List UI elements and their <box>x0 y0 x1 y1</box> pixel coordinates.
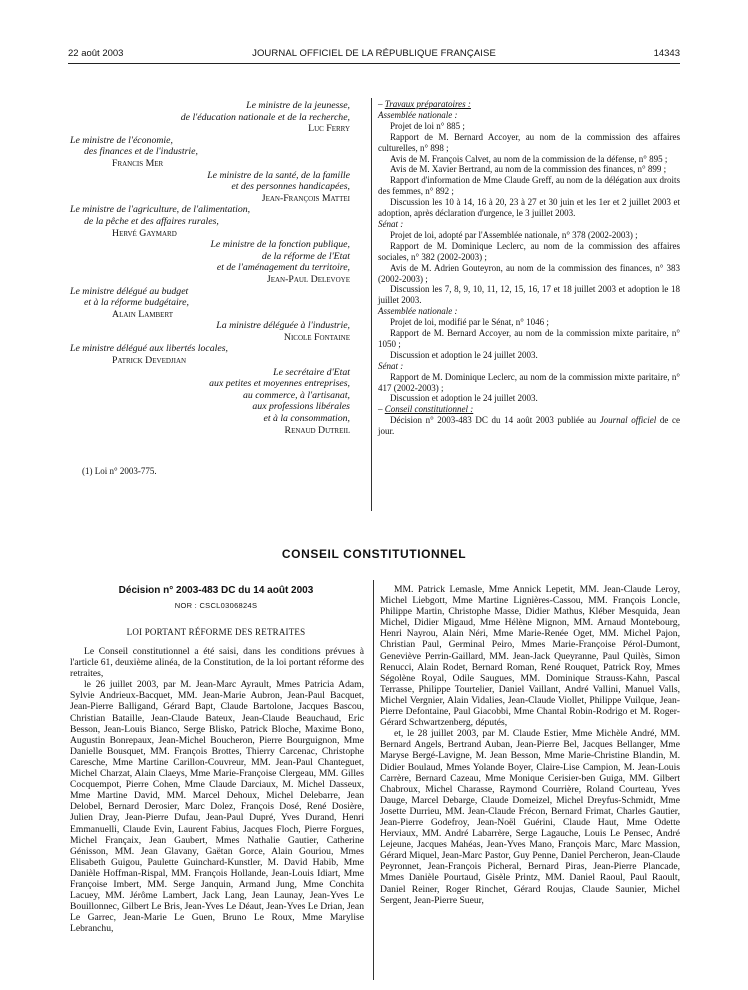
signatory-name: Jean-François Mattei <box>261 192 350 204</box>
body-paragraph: Le Conseil constitutionnel a été saisi, dans les conditions prévues à l'article 61, deuxième alinéa, de la Constitution, de la loi portant réforme des retraites, <box>70 646 364 680</box>
senat-label: Sénat : <box>378 218 404 229</box>
signature-block <box>70 239 364 285</box>
travaux-item: Rapport de M. Dominique Leclerc, au nom de la commission mixte paritaire, n° 417 (2002-2003) ; <box>378 371 680 393</box>
section-title: CONSEIL CONSTITUTIONNEL <box>281 547 467 561</box>
column-divider-bottom <box>373 580 374 980</box>
signature-title-line: de la réforme de l'Etat <box>261 250 350 262</box>
signatory-name: Renaud Dutreil <box>284 424 350 436</box>
loi-title: LOI PORTANT RÉFORME DES RETRAITES <box>126 627 306 637</box>
signature-title-line: Le ministre de l'économie, <box>70 134 173 146</box>
page-header <box>68 48 680 62</box>
signature-block <box>70 170 364 205</box>
decision-body-right <box>380 584 680 906</box>
an2-label: Assemblée nationale : <box>378 306 458 317</box>
travaux-item: Projet de loi n° 885 ; <box>390 120 465 131</box>
signature-title-line: aux professions libérales <box>252 401 350 413</box>
signatory-name: Patrick Devedjian <box>112 355 187 367</box>
travaux-item: Discussion et adoption le 24 juillet 2003. <box>390 393 538 404</box>
decision-title: Décision n° 2003-483 DC du 14 août 2003 <box>118 585 314 596</box>
travaux-item: Rapport de M. Bernard Accoyer, au nom de la commission mixte paritaire, n° 1050 ; <box>378 328 680 349</box>
travaux-item: Discussion les 7, 8, 9, 10, 11, 12, 15, 16, 17 et 18 juillet 2003 et adoption le 18 juillet 2003. <box>378 284 680 306</box>
signatory-name: Luc Ferry <box>308 123 350 135</box>
signature-title-line: Le ministre de la fonction publique, <box>210 239 350 251</box>
an-items <box>378 121 680 219</box>
signature-title-line: et de l'aménagement du territoire, <box>216 262 350 274</box>
signatory-name: Hervé Gaymard <box>112 227 177 239</box>
signature-block <box>70 367 364 437</box>
signature-block <box>70 286 364 321</box>
senat-items <box>378 230 680 306</box>
senat2-items <box>378 372 680 405</box>
signatory-name: Francis Mer <box>112 157 164 169</box>
body-paragraph: le 26 juillet 2003, par M. Jean-Marc Ayrault, Mmes Patricia Adam, Sylvie Andrieux-Bacquet, MM. Jean-Marie Aubron, Jean-Paul Bacquet, Jean-Pierre Balligand, Gérard Bapt, Claude Bartolone, Jacques Bascou, Christian Bataille, Jean-Claude Bateux, Jean-Claude Beauchaud, Eric Besson, Jean-Louis Bianco, Serge Blisko, Patrick Bloche, Maxime Bono, Augustin Bonrepaux, Jean-Michel Boucheron, Pierre Bourguignon, Mme Danielle Bousquet, MM. François Brottes, Thierry Carcenac, Christophe Caresche, Mme Martine Carillon-Couvreur, MM. Jean-Paul Chanteguet, Michel Charzat, Alain Claeys, Mme Marie-Françoise Clergeau, MM. Gilles Cocquempot, Pierre Cohen, Mme Claude Darciaux, M. Michel Dasseux, Mme Martine David, MM. Marcel Dehoux, Michel Delebarre, Jean Delobel, Bernard Derosier, Marc Dolez, François Dosé, René Dosière, Julien Dray, Jean-Pierre Dufau, Jean-Paul Dupré, Yves Durand, Henri Emmanuelli, Claude Evin, Laurent Fabius, Jacques Floch, Pierre Forgues, Michel Françaix, Jean Gaubert, Mmes Nathalie Gautier, Catherine Génisson, MM. Jean Glavany, Gaëtan Gorce, Alain Gouriou, Mmes Elisabeth Guigou, Paulette Guinchard-Kunstler, M. David Habib, Mme Danièle Hoffman-Rispal, MM. François Hollande, Jean-Louis Idiart, Mme Françoise Imbert, MM. Serge Janquin, Armand Jung, Mme Conchita Lacuey, MM. Jérôme Lambert, Jack Lang, Jean Launay, Jean-Yves Le Bouillonnec, Gilbert Le Bris, Jean-Yves Le Déaut, Jean-Yves Le Drian, Jean Le Garrec, Jean-Marie Le Guen, Bruno Le Roux, Mme Marylise Lebranchu, <box>70 679 364 935</box>
signature-block <box>70 204 364 239</box>
signature-title-line: de l'éducation nationale et de la recherche, <box>180 111 350 123</box>
signature-block <box>70 135 364 170</box>
signatures-block <box>70 100 364 478</box>
signature-title-line: Le ministre de l'agriculture, de l'alimentation, <box>70 204 251 216</box>
travaux-item: Rapport de M. Dominique Leclerc, au nom de la commission des affaires sociales, n° 382 (2002-2003) ; <box>378 240 680 262</box>
signature-title-line: des finances et de l'industrie, <box>84 146 198 158</box>
signature-block <box>70 320 364 343</box>
signature-title-line: et à la réforme budgétaire, <box>84 297 189 309</box>
signature-title-line: Le ministre de la santé, de la famille <box>207 169 350 181</box>
travaux-preparatoires <box>378 99 680 437</box>
travaux-item: Avis de M. Xavier Bertrand, au nom de la commission des finances, n° 899 ; <box>390 164 667 175</box>
travaux-item: Discussion et adoption le 24 juillet 2003. <box>390 349 538 360</box>
travaux-item: Avis de M. Adrien Gouteyron, au nom de la commission des finances, n° 383 (2002-2003) ; <box>378 262 680 284</box>
signature-title-line: Le ministre délégué aux libertés locales, <box>70 343 228 355</box>
travaux-item: Avis de M. François Calvet, au nom de la commission de la défense, n° 895 ; <box>390 153 668 164</box>
cc-text: Décision n° 2003-483 DC du 14 août 2003 publiée au Journal officiel de ce jour. <box>378 415 681 437</box>
signature-title-line: et des personnes handicapées, <box>231 181 350 193</box>
travaux-item: Projet de loi, modifié par le Sénat, n° 1046 ; <box>390 317 549 328</box>
cc-heading: – Conseil constitutionnel : <box>378 404 474 415</box>
signature-title-line: aux petites et moyennes entreprises, <box>209 378 350 390</box>
header-page-number: 14343 <box>653 48 680 59</box>
column-divider-top <box>371 98 372 511</box>
header-journal-title: JOURNAL OFFICIEL DE LA RÉPUBLIQUE FRANÇAISE <box>252 48 496 59</box>
footnote: (1) Loi n° 2003-775. <box>82 466 157 477</box>
an2-items <box>378 317 680 361</box>
signature-title-line: au commerce, à l'artisanat, <box>242 389 350 401</box>
signature-title-line: de la pêche et des affaires rurales, <box>84 215 219 227</box>
body-paragraph: MM. Patrick Lemasle, Mme Annick Lepetit, MM. Jean-Claude Leroy, Michel Liebgott, Mme Martine Lignières-Cassou, MM. François Loncle, Philippe Martin, Christophe Masse, Didier Mathus, Kléber Mesquida, Jean Michel, Didier Migaud, Mme Hélène Mignon, MM. Arnaud Montebourg, Henri Nayrou, Alain Néri, Mme Marie-Renée Oget, MM. Michel Pajon, Christian Paul, Germinal Peiro, Mmes Marie-Françoise Pérol-Dumont, Geneviève Perrin-Gaillard, MM. Jean-Jack Queyranne, Paul Quilès, Simon Renucci, Alain Rodet, Bernard Roman, René Rouquet, Patrick Roy, Mmes Ségolène Royal, Odile Saugues, MM. Dominique Strauss-Kahn, Pascal Terrasse, Philippe Tourtelier, Daniel Vaillant, André Vallini, Manuel Valls, Michel Vergnier, Alain Vidalies, Jean-Claude Viollet, Philippe Vuilque, Jean-Pierre Defontaine, Paul Giacobbi, Mme Chantal Robin-Rodrigo et M. Roger-Gérard Schwartzenberg, députés, <box>380 584 680 729</box>
travaux-item: Rapport d'information de Mme Claude Greff, au nom de la délégation aux droits des femmes, n° 892 ; <box>378 175 680 197</box>
header-date: 22 août 2003 <box>68 48 124 59</box>
header-rule <box>68 63 680 64</box>
body-paragraph: et, le 28 juillet 2003, par M. Claude Estier, Mme Michèle André, MM. Bernard Angels, Bertrand Auban, Jean-Pierre Bel, Jacques Bellanger, Mme Maryse Bergé-Lavigne, M. Jean Besson, Mme Marie-Christine Blandin, M. Didier Boulaud, Mmes Yolande Boyer, Claire-Lise Campion, M. Jean-Louis Carrère, Bernard Cazeau, Mme Monique Cerisier-ben Guiga, MM. Gilbert Chabroux, Michel Charasse, Raymond Courrière, Roland Courteau, Yves Dauge, Marcel Debarge, Claude Domeizel, Michel Dreyfus-Schmidt, Mme Josette Durrieu, MM. Jean-Claude Frécon, Bernard Frimat, Charles Gautier, Jean-Pierre Godefroy, Jean-Noël Guérini, Claude Haut, Mme Odette Herviaux, MM. André Labarrère, Serge Lagauche, Louis Le Pensec, André Lejeune, Jacques Mahéas, Jean-Yves Mano, François Marc, Marc Massion, Gérard Miquel, Jean-Marc Pastor, Guy Penne, Daniel Percheron, Jean-Claude Peyronnet, Jean-François Picheral, Bernard Piras, Jean-Pierre Plancade, Mmes Danièle Pourtaud, Gisèle Printz, MM. Daniel Raoul, Paul Raoult, Daniel Reiner, Roger Rinchet, Gérard Roujas, Claude Saunier, Michel Sergent, Jean-Pierre Sueur, <box>380 728 680 906</box>
signature-title-line: Le ministre délégué au budget <box>70 285 189 297</box>
signatory-name: Alain Lambert <box>112 308 173 320</box>
travaux-item: Rapport de M. Bernard Accoyer, au nom de la commission des affaires culturelles, n° 898 ; <box>378 131 680 153</box>
senat2-label: Sénat : <box>378 360 404 371</box>
travaux-heading: – Travaux préparatoires : <box>378 99 471 109</box>
travaux-item: Discussion les 10 à 14, 16 à 20, 23 à 27 et 30 juin et les 1er et 2 juillet 2003 et adoption, après déclaration d'urgence, le 3 juillet 2003. <box>378 197 680 219</box>
signatory-name: Jean-Paul Delevoye <box>266 273 350 285</box>
signatory-name: Nicole Fontaine <box>283 331 350 343</box>
signature-block <box>70 100 364 135</box>
an-label: Assemblée nationale : <box>378 109 458 120</box>
signature-title-line: et à la consommation, <box>263 413 350 425</box>
signature-block <box>70 343 364 366</box>
signature-title-line: Le secrétaire d'Etat <box>273 366 350 378</box>
decision-body-left <box>70 646 364 934</box>
travaux-item: Projet de loi, adopté par l'Assemblée nationale, n° 378 (2002-2003) ; <box>390 229 638 240</box>
signature-title-line: Le ministre de la jeunesse, <box>246 100 350 111</box>
signature-title-line: La ministre déléguée à l'industrie, <box>216 320 350 332</box>
nor-reference: NOR : CSCL0306824S <box>174 601 258 610</box>
